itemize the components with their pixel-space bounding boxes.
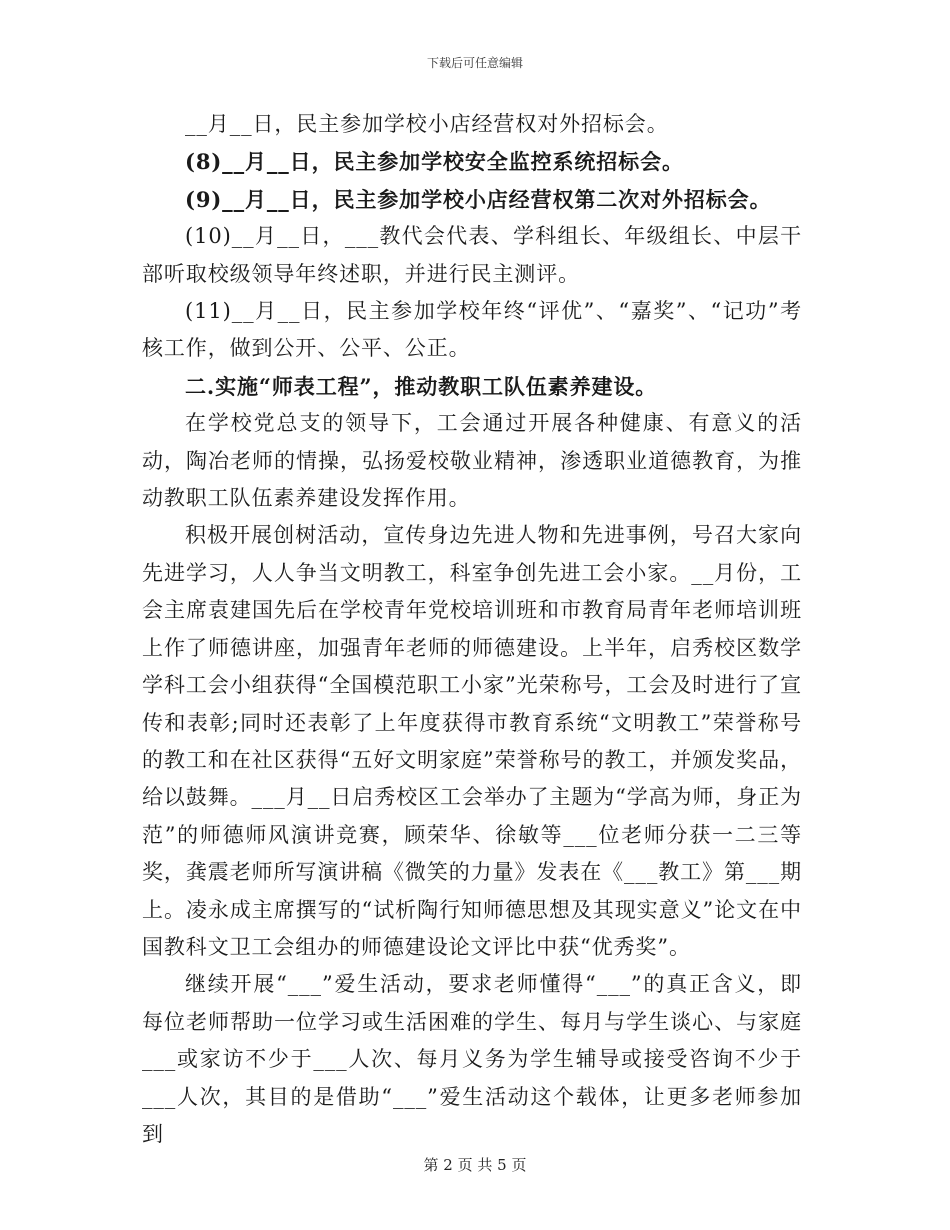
page-footer: 第 2 页 共 5 页 xyxy=(423,1156,527,1174)
paragraph-5-item-11: (11)__月__日，民主参加学校年终“评优”、“嘉奖”、“记功”考核工作，做到公开、公平、公正。 xyxy=(142,299,802,361)
paragraph-7: 在学校党总支的领导下，工会通过开展各种健康、有意义的活动，陶冶老师的情操，弘扬爱校敬业精神，渗透职业道德教育，为推动教职工队伍素养建设发挥作用。 xyxy=(142,411,802,511)
paragraph-2-item-8: (8)__月__日，民主参加学校安全监控系统招标会。 xyxy=(185,149,684,175)
paragraph-1: __月__日，民主参加学校小店经营权对外招标会。 xyxy=(185,112,669,136)
document-body xyxy=(142,106,802,1153)
paragraph-4-item-10: (10)__月__日，___教代会代表、学科组长、年级组长、中层干部听取校级领导年终述职，并进行民主测评。 xyxy=(142,224,802,286)
paragraph-9: 继续开展“___”爱生活动，要求老师懂得“___”的真正含义，即每位老师帮助一位学习或生活困难的学生、每月与学生谈心、与家庭___或家访不少于___人次、每月义务为学生辅导或接受咨询不少于___人次，其目的是借助“___”爱生活动这个载体，让更多老师参加到 xyxy=(142,972,802,1146)
page-header: 下载后可任意编辑 xyxy=(426,56,523,70)
paragraph-8: 积极开展创树活动，宣传身边先进人物和先进事例，号召大家向先进学习，人人争当文明教工，科室争创先进工会小家。__月份，工会主席袁建国先后在学校青年党校培训班和市教育局青年老师培训班上作了师德讲座，加强青年老师的师德建设。上半年，启秀校区数学学科工会小组获得“全国模范职工小家”光荣称号，工会及时进行了宣传和表彰;同时还表彰了上年度获得市教育系统“文明教工”荣誉称号的教工和在社区获得“五好文明家庭”荣誉称号的教工，并颁发奖品，给以鼓舞。___月__日启秀校区工会举办了主题为“学高为师，身正为范”的师德师风演讲竞赛，顾荣华、徐敏等___位老师分获一二三等奖，龚震老师所写演讲稿《微笑的力量》发表在《___教工》第___期上。凌永成主席撰写的“试析陶行知师德思想及其现实意义”论文在中国教科文卫工会组办的师德建设论文评比中获“优秀奖”。 xyxy=(142,523,802,959)
paragraph-3-item-9: (9)__月__日，民主参加学校小店经营权第二次对外招标会。 xyxy=(185,186,772,212)
section-heading-2: 二.实施“师表工程”，推动教职工队伍素养建设。 xyxy=(185,373,658,399)
